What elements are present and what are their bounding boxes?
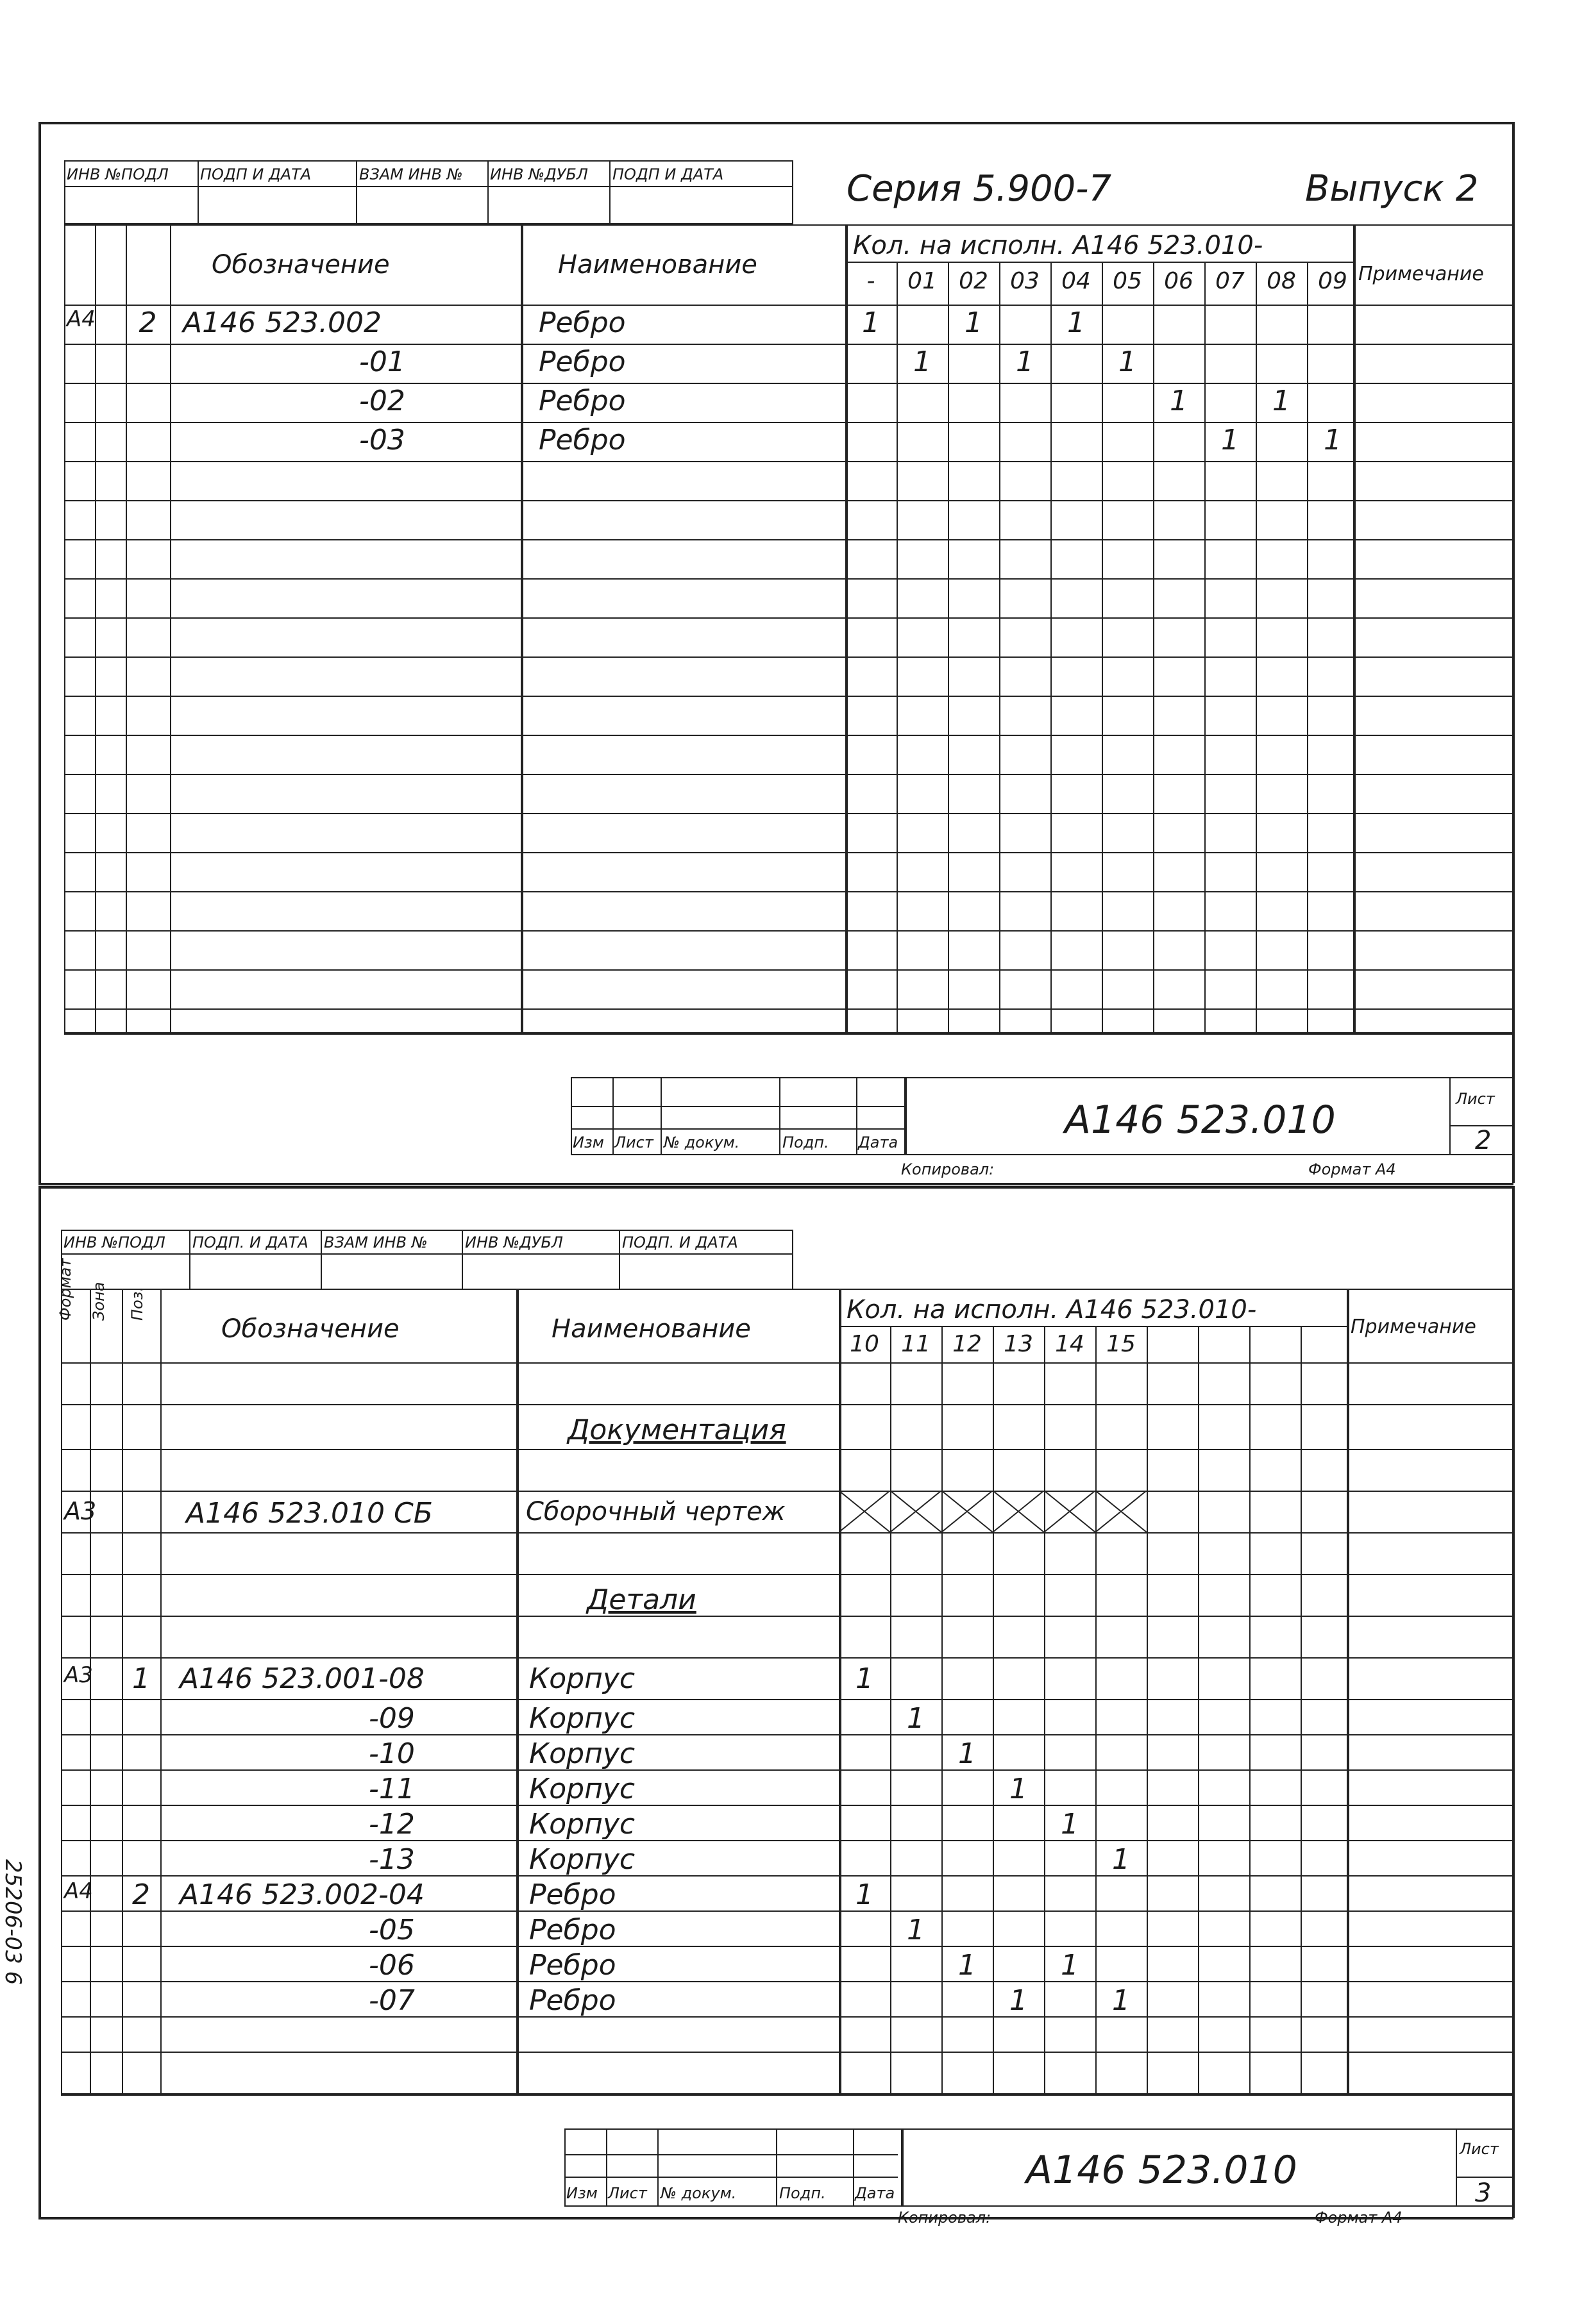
row-qty: 1 <box>1016 346 1034 378</box>
row-format: А3 <box>64 1662 93 1688</box>
strip-label: ИНВ №ДУБЛ <box>490 165 588 183</box>
paper-format: Формат А4 <box>1308 1160 1396 1178</box>
row-designation: -12 <box>369 1808 415 1841</box>
row-name: Ребро <box>529 1949 616 1982</box>
row-qty: 1 <box>1061 1949 1079 1982</box>
section-parts: Детали <box>587 1584 696 1616</box>
row-qty: 1 <box>965 306 982 339</box>
strip-label: ВЗАМ ИНВ № <box>324 1233 428 1251</box>
doc-name: Сборочный чертеж <box>526 1497 786 1526</box>
row-qty: 1 <box>913 346 931 378</box>
qty-col-header: 11 <box>901 1331 931 1357</box>
row-qty: 1 <box>1061 1808 1079 1841</box>
stamp-label: Лист <box>608 2184 647 2202</box>
copied-by: Копировал: <box>901 1160 995 1178</box>
strip-label: ИНВ №ПОДЛ <box>63 1233 165 1251</box>
row-designation: -13 <box>369 1843 415 1876</box>
stamp-label: Дата <box>858 1133 898 1151</box>
paper-format: Формат А4 <box>1315 2209 1403 2227</box>
side-archive-number: 25206-03 6 <box>0 1859 26 1985</box>
row-qty: 1 <box>1067 306 1085 339</box>
row-name: Корпус <box>529 1737 636 1770</box>
row-designation: А146 523.002 <box>183 306 382 339</box>
col-header-note: Примечание <box>1358 263 1484 285</box>
row-qty: 1 <box>958 1737 976 1770</box>
col-label-format: Формат <box>56 1258 74 1321</box>
row-name: Ребро <box>539 346 626 378</box>
series-label: Серия 5.900-7 <box>847 168 1112 210</box>
row-designation: -07 <box>369 1984 415 2017</box>
sheet-label: Лист <box>1456 1090 1495 1108</box>
row-designation: -10 <box>369 1737 415 1770</box>
row-qty: 1 <box>1112 1984 1130 2017</box>
row-qty: 1 <box>907 1914 925 1946</box>
row-designation: -09 <box>369 1702 415 1735</box>
sheet-number: 3 <box>1475 2178 1492 2208</box>
row-position: 2 <box>132 1878 150 1911</box>
qty-col-header: 01 <box>907 268 937 294</box>
row-qty: 1 <box>1112 1843 1130 1876</box>
qty-col-header: 04 <box>1061 268 1091 294</box>
row-designation: -05 <box>369 1914 415 1946</box>
row-name: Корпус <box>529 1662 636 1695</box>
qty-col-header: 02 <box>959 268 988 294</box>
row-name: Ребро <box>539 424 626 456</box>
row-name: Ребро <box>539 306 626 339</box>
col-label-zone: Зона <box>90 1282 108 1321</box>
col-header-designation: Обозначение <box>212 250 390 280</box>
qty-col-header: 13 <box>1004 1331 1033 1357</box>
stamp-label: Подп. <box>782 1133 829 1151</box>
qty-col-header: 07 <box>1215 268 1245 294</box>
row-position: 2 <box>139 306 157 339</box>
row-name: Корпус <box>529 1702 636 1735</box>
qty-col-header: 06 <box>1164 268 1193 294</box>
strip-label: ИНВ №ПОДЛ <box>67 165 169 183</box>
stamp-label: № докум. <box>661 2184 737 2202</box>
col-label-pos: Поз. <box>128 1286 146 1321</box>
row-name: Корпус <box>529 1808 636 1841</box>
strip-label: ИНВ №ДУБЛ <box>465 1233 563 1251</box>
qty-col-header: 09 <box>1318 268 1347 294</box>
qty-col-header: 14 <box>1055 1331 1084 1357</box>
doc-code: А146 523.010 <box>1065 1098 1336 1142</box>
sheet-number: 2 <box>1475 1126 1492 1155</box>
stamp-label: № докум. <box>664 1133 740 1151</box>
qty-col-header: 08 <box>1267 268 1296 294</box>
stamp-label: Изм <box>566 2184 598 2202</box>
row-designation: -02 <box>359 385 405 417</box>
strip-label: ПОДП. И ДАТА <box>192 1233 308 1251</box>
stamp-label: Дата <box>855 2184 895 2202</box>
col-header-qty: Кол. на исполн. А146 523.010- <box>847 1295 1257 1325</box>
qty-col-header: 05 <box>1113 268 1142 294</box>
col-header-name: Наименование <box>558 250 757 280</box>
col-header-note: Примечание <box>1351 1316 1476 1338</box>
row-designation: -03 <box>359 424 405 456</box>
col-header-name: Наименование <box>552 1314 751 1344</box>
strip-label: ПОДП. И ДАТА <box>622 1233 738 1251</box>
sheet-label: Лист <box>1460 2140 1499 2158</box>
row-designation: А146 523.001-08 <box>180 1662 425 1695</box>
row-name: Ребро <box>529 1878 616 1911</box>
row-qty: 1 <box>1170 385 1188 417</box>
strip-label: ПОДП И ДАТА <box>612 165 724 183</box>
row-qty: 1 <box>958 1949 976 1982</box>
row-format: А4 <box>67 306 96 332</box>
copied-by: Копировал: <box>898 2209 991 2227</box>
row-name: Ребро <box>539 385 626 417</box>
qty-col-header: 15 <box>1106 1331 1136 1357</box>
row-qty: 1 <box>1009 1773 1027 1805</box>
strip-label: ВЗАМ ИНВ № <box>359 165 463 183</box>
row-name: Корпус <box>529 1843 636 1876</box>
qty-col-header: - <box>866 268 875 294</box>
row-qty: 1 <box>1324 424 1342 456</box>
row-designation: А146 523.002-04 <box>180 1878 425 1911</box>
doc-designation: А146 523.010 СБ <box>186 1497 433 1530</box>
row-designation: -11 <box>369 1773 415 1805</box>
issue-label: Выпуск 2 <box>1305 168 1479 210</box>
not-applicable-cross-marks <box>839 1491 1147 1532</box>
doc-format: А3 <box>64 1497 97 1525</box>
row-qty: 1 <box>1221 424 1239 456</box>
row-designation: -01 <box>359 346 405 378</box>
row-position: 1 <box>132 1662 150 1695</box>
row-format: А4 <box>64 1878 93 1904</box>
stamp-label: Изм <box>573 1133 604 1151</box>
row-qty: 1 <box>855 1662 873 1695</box>
row-qty: 1 <box>907 1702 925 1735</box>
row-qty: 1 <box>862 306 880 339</box>
qty-col-header: 12 <box>952 1331 982 1357</box>
stamp-label: Лист <box>614 1133 653 1151</box>
row-name: Ребро <box>529 1984 616 2017</box>
section-documentation: Документация <box>568 1414 786 1446</box>
row-designation: -06 <box>369 1949 415 1982</box>
qty-col-header: 03 <box>1010 268 1040 294</box>
qty-col-header: 10 <box>850 1331 879 1357</box>
col-header-designation: Обозначение <box>221 1314 400 1344</box>
row-qty: 1 <box>1009 1984 1027 2017</box>
row-name: Ребро <box>529 1914 616 1946</box>
row-qty: 1 <box>855 1878 873 1911</box>
row-name: Корпус <box>529 1773 636 1805</box>
stamp-label: Подп. <box>779 2184 826 2202</box>
strip-label: ПОДП И ДАТА <box>200 165 312 183</box>
row-qty: 1 <box>1272 385 1290 417</box>
row-qty: 1 <box>1118 346 1136 378</box>
doc-code: А146 523.010 <box>1026 2148 1297 2193</box>
col-header-qty: Кол. на исполн. А146 523.010- <box>853 231 1263 260</box>
